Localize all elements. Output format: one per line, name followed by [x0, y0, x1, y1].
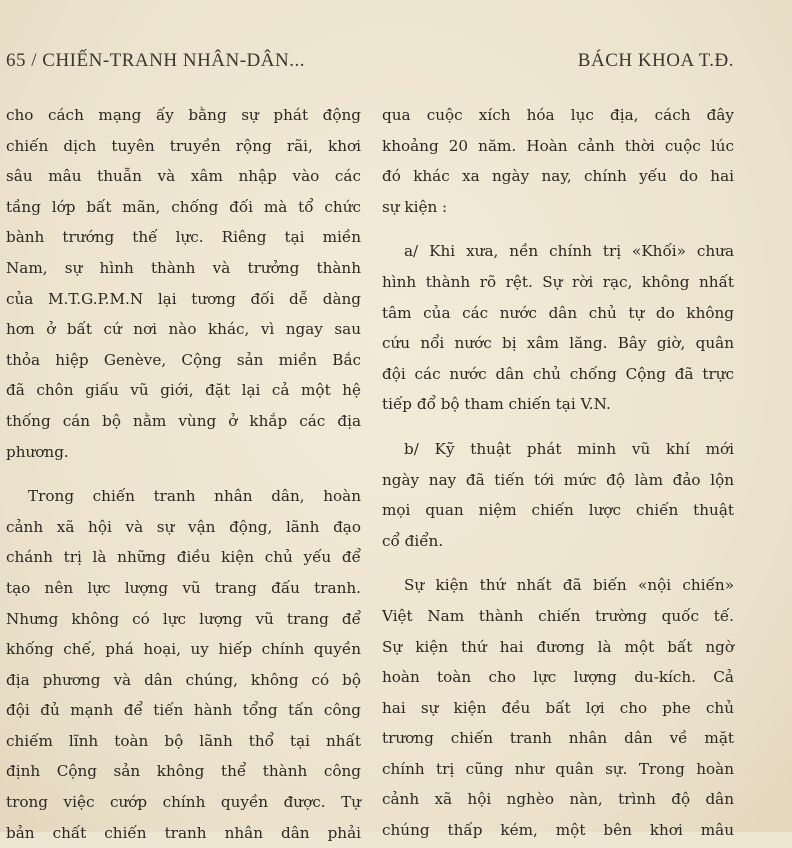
text-line: chiến dịch tuyên truyền rộng rãi, khơi [6, 136, 361, 155]
text-line: mọi quan niệm chiến lược chiến thuật [382, 501, 734, 520]
text-line: phương. [6, 442, 69, 461]
text-line: tạo nên lực lượng vũ trang đấu tranh. [6, 578, 361, 597]
text-line: Trong chiến tranh nhân dân, hoàn [28, 487, 361, 506]
text-line: Việt Nam thành chiến trường quốc tế. [382, 606, 734, 625]
text-line: tâm của các nước dân chủ tự do không [382, 303, 734, 322]
text-line: hoàn toàn cho lực lượng du-kích. Cả [382, 668, 734, 687]
text-line: cổ điển. [382, 531, 444, 550]
text-line: hơn ở bất cứ nơi nào khác, vì ngay sau [6, 320, 361, 339]
text-line: của M.T.G.P.M.N lại tương đối dễ dàng [6, 289, 361, 308]
text-line: cảnh xã hội nghèo nàn, trình độ dân [382, 790, 734, 809]
publication-name: BÁCH KHOA T.Đ. [577, 50, 734, 71]
text-line: định Cộng sản không thể thành công [6, 762, 361, 781]
text-line: sâu mâu thuẫn và xâm nhập vào các [6, 167, 361, 186]
text-line: bành trướng thế lực. Riêng tại miền [6, 228, 361, 247]
text-line: địa phương và dân chúng, không có bộ [6, 670, 361, 689]
text-line: chính trị cũng như quân sự. Trong hoàn [382, 759, 734, 778]
paragraph-gap [382, 556, 734, 570]
text-line: cảnh xã hội và sự vận động, lãnh đạo [6, 517, 361, 536]
text-line: đã chôn giấu vũ giới, đặt lại cả một hệ [6, 381, 361, 400]
paragraph-gap [6, 467, 361, 481]
text-line: khống chế, phá hoại, uy hiếp chính quyền [6, 640, 361, 659]
running-header [6, 50, 734, 78]
text-line: trong việc cướp chính quyền được. Tự [6, 793, 361, 812]
text-line: tầng lớp bất mãn, chống đối mà tổ chức [6, 197, 361, 216]
text-line: đội các nước dân chủ chống Cộng đã trực [382, 364, 734, 383]
right-column [382, 100, 734, 846]
text-line: Nam, sự hình thành và trưởng thành [6, 258, 361, 277]
text-line: Sự kiện thứ hai đương là một bất ngờ [382, 637, 734, 656]
text-line: chiếm lĩnh toàn bộ lãnh thổ tại nhất [6, 731, 361, 750]
text-line: Sự kiện thứ nhất đã biến «nội chiến» [404, 576, 734, 595]
text-line: trương chiến tranh nhân dân về mặt [382, 729, 734, 748]
text-line: hai sự kiện đều bất lợi cho phe chủ [382, 698, 734, 717]
text-line: chúng thấp kém, một bên khơi mâu [382, 821, 734, 840]
paragraph-gap [382, 420, 734, 434]
text-line: ngày nay đã tiến tới mức độ làm đảo lộn [382, 470, 734, 489]
text-line: b/ Kỹ thuật phát minh vũ khí mới [404, 439, 734, 458]
paragraph-gap [382, 222, 734, 236]
page-number-title: 65 / CHIẾN-TRANH NHÂN-DÂN... [6, 50, 305, 71]
text-line: khoảng 20 năm. Hoàn cảnh thời cuộc lúc [382, 136, 734, 155]
text-line: thống cán bộ nằm vùng ở khắp các địa [6, 411, 361, 430]
left-column [6, 100, 361, 848]
text-line: đội đủ mạnh để tiến hành tổng tấn công [6, 701, 361, 720]
text-line: sự kiện : [382, 197, 448, 216]
text-line: thỏa hiệp Genève, Cộng sản miền Bắc [6, 350, 361, 369]
text-line: cứu nổi nước bị xâm lăng. Bây giờ, quân [382, 334, 734, 353]
text-line: đó khác xa ngày nay, chính yếu do hai [382, 167, 734, 186]
text-line: qua cuộc xích hóa lục địa, cách đây [382, 106, 734, 124]
text-line: a/ Khi xưa, nền chính trị «Khối» chưa [404, 242, 734, 261]
text-line: tiếp đổ bộ tham chiến tại V.N. [382, 395, 611, 414]
text-line: chánh trị là những điều kiện chủ yếu để [6, 548, 361, 567]
text-line: cho cách mạng ấy bằng sự phát động [6, 106, 361, 124]
text-line: bản chất chiến tranh nhân dân phải [6, 823, 361, 842]
text-line: hình thành rõ rệt. Sự rời rạc, không nhất [382, 272, 734, 291]
text-line: Nhưng không có lực lượng vũ trang để [6, 609, 361, 628]
